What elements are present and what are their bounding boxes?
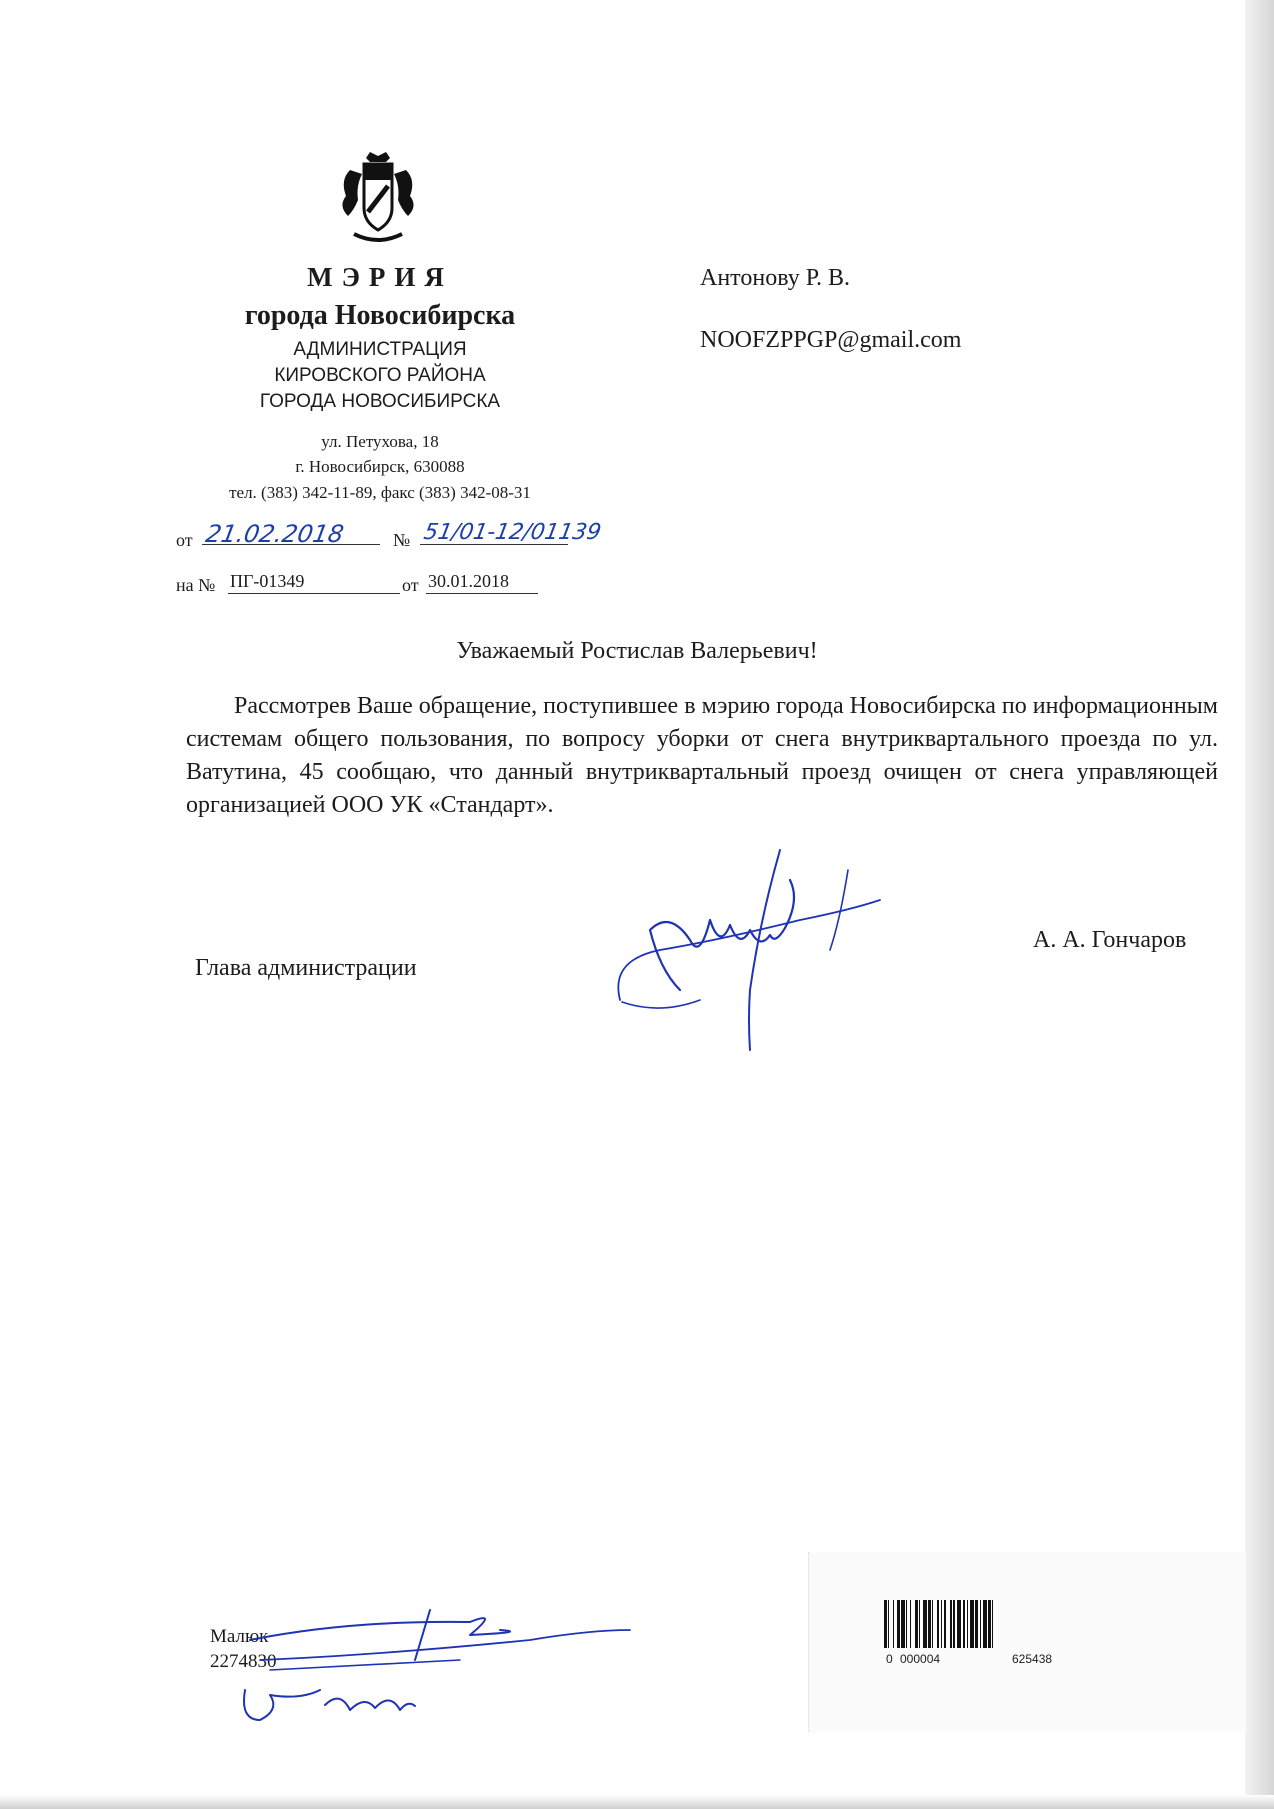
ref-number-field xyxy=(228,569,400,594)
ref-number: ПГ-01349 xyxy=(230,571,305,591)
barcode-bar xyxy=(910,1600,911,1648)
handwritten-signature xyxy=(600,840,900,1060)
signer-name: А. А. Гончаров xyxy=(1033,927,1187,953)
barcode-bar xyxy=(915,1600,918,1648)
barcode-bar xyxy=(970,1600,974,1648)
barcode-bar xyxy=(980,1600,981,1648)
barcode-bar xyxy=(975,1600,978,1648)
coat-of-arms-icon xyxy=(328,150,428,250)
page-bottom-edge xyxy=(0,1795,1274,1809)
salutation: Уважаемый Ростислав Валерьевич! xyxy=(456,638,818,664)
barcode-bar xyxy=(919,1600,920,1648)
barcode-left-digit: 0 xyxy=(886,1652,893,1666)
barcode-bar xyxy=(963,1600,964,1648)
address-phone: тел. (383) 342-11-89, факс (383) 342-08-31 xyxy=(229,483,531,502)
barcode-bar xyxy=(950,1600,951,1648)
barcode-bars xyxy=(884,1600,1084,1650)
org-admin: АДМИНИСТРАЦИЯ xyxy=(293,339,467,360)
signer-title: Глава администрации xyxy=(195,955,417,981)
barcode-bar xyxy=(906,1600,907,1648)
barcode-bar xyxy=(928,1600,931,1648)
ref-date: 30.01.2018 xyxy=(428,571,509,591)
barcode-bar xyxy=(957,1600,961,1648)
letter-body: Рассмотрев Ваше обращение, поступившее в мэрию города Новосибирска по информационным системам общего пользования, по вопросу уборки от снега внутриквартального проезда по ул. Ватутина, 45 сообщаю, что данный внутриквартальный проезд очищен от снега управляющей организацией ООО УК «Стандарт». xyxy=(186,693,1218,818)
org-city: города Новосибирска xyxy=(244,300,516,331)
ref-label: на № xyxy=(176,575,216,595)
barcode-bar xyxy=(897,1600,900,1648)
barcode-bar xyxy=(932,1600,933,1648)
org-district: КИРОВСКОГО РАЙОНА xyxy=(274,365,486,386)
org-title: МЭРИЯ xyxy=(307,262,453,292)
barcode-bar xyxy=(888,1600,889,1648)
executor-name: Малюк xyxy=(210,1626,269,1647)
recipient-email: NOOFZPPGP@gmail.com xyxy=(700,327,962,353)
executor-phone: 2274830 xyxy=(210,1651,277,1672)
recipient-name: Антонову Р. В. xyxy=(700,265,851,291)
barcode-bar xyxy=(983,1600,987,1648)
reg-number-label: № xyxy=(393,530,411,550)
barcode-bar xyxy=(937,1600,938,1648)
barcode-bar xyxy=(992,1600,993,1648)
address-street: ул. Петухова, 18 xyxy=(321,432,439,451)
barcode-bar xyxy=(967,1600,968,1648)
org-city-caps: ГОРОДА НОВОСИБИРСКА xyxy=(259,391,501,412)
ref-from-label: от xyxy=(402,575,419,595)
handwritten-receipt-mark xyxy=(230,1600,650,1750)
reg-date: 21.02.2018 xyxy=(203,520,346,548)
reg-date-field xyxy=(202,520,380,548)
barcode-bar xyxy=(923,1600,927,1648)
reg-number: 51/01-12/01139 xyxy=(421,520,603,545)
barcode-bar xyxy=(988,1600,991,1648)
barcode-mid-number: 000004 xyxy=(900,1652,941,1666)
barcode-bar xyxy=(953,1600,956,1648)
barcode-bar xyxy=(941,1600,942,1648)
barcode-bar xyxy=(901,1600,905,1648)
barcode-bar xyxy=(944,1600,947,1648)
reg-number-field xyxy=(420,520,603,545)
address-city: г. Новосибирск, 630088 xyxy=(295,457,465,476)
barcode-right-number: 625438 xyxy=(1012,1652,1053,1666)
page-right-edge xyxy=(1245,0,1274,1809)
barcode-bar xyxy=(884,1600,887,1648)
reg-from-label: от xyxy=(176,530,193,550)
ref-date-field xyxy=(426,569,538,594)
barcode-bar xyxy=(893,1600,894,1648)
